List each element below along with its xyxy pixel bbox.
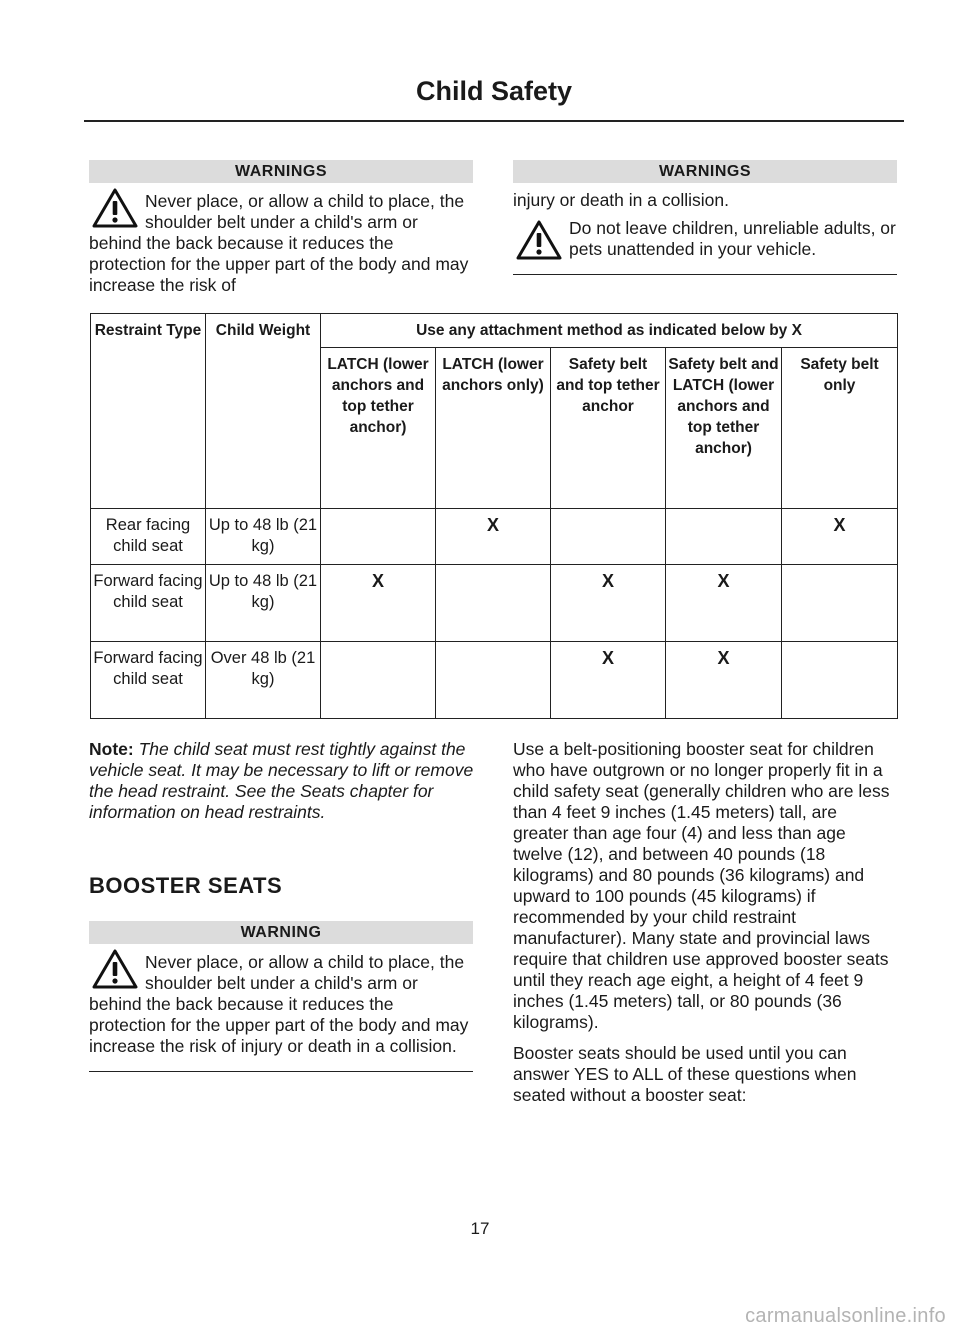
warning-title: WARNING <box>89 921 473 944</box>
warnings-title: WARNINGS <box>89 160 473 183</box>
method-mark-cell <box>666 509 782 565</box>
table-row <box>91 642 898 719</box>
method-mark-cell: X <box>551 565 666 642</box>
method-mark-cell: X <box>666 642 782 719</box>
warning-triangle-icon <box>513 215 569 265</box>
warning-body <box>513 215 897 260</box>
method-mark-cell: X <box>782 509 898 565</box>
warning-divider <box>513 274 897 275</box>
warnings-box-left <box>89 160 473 296</box>
child-weight-cell: Up to 48 lb (21 kg) <box>206 565 321 642</box>
page-title: Child Safety <box>415 76 573 106</box>
note-label: Note: <box>89 739 134 759</box>
restraint-type-cell: Forward facing child seat <box>91 565 206 642</box>
child-seat-attachment-table <box>90 313 898 719</box>
table-row <box>91 565 898 642</box>
warning-text: Do not leave children, unreliable adults, or pets unattended in your vehicle. <box>569 218 896 259</box>
method-mark-cell <box>321 509 436 565</box>
warning-divider <box>89 1071 473 1072</box>
page-header <box>84 74 904 122</box>
warning-triangle-icon <box>89 944 145 994</box>
watermark: carmanualsonline.info <box>745 1305 946 1327</box>
table-row <box>91 509 898 565</box>
warnings-title: WARNINGS <box>513 160 897 183</box>
header-method: Safety belt and LATCH (lower anchors and top tether anchor) <box>666 348 782 509</box>
warning-text: Never place, or allow a child to place, the shoulder belt under a child's arm or behind the back because it reduces the protection for the upper part of the body and may increase the risk of injury or death in a collision. <box>89 952 469 1056</box>
header-method: Safety belt and top tether anchor <box>551 348 666 509</box>
note <box>89 739 475 823</box>
child-weight-cell: Over 48 lb (21 kg) <box>206 642 321 719</box>
warnings-box-right <box>513 160 897 275</box>
warning-continued-text: injury or death in a collision. <box>513 190 729 210</box>
header-attachment-method: Use any attachment method as indicated below by X <box>321 314 898 348</box>
child-weight-cell: Up to 48 lb (21 kg) <box>206 509 321 565</box>
warning-triangle-icon <box>89 183 145 233</box>
method-mark-cell: X <box>551 642 666 719</box>
body-paragraph: Use a belt-positioning booster seat for children who have outgrown or no longer properly fit in a child safety seat (generally children who are less than 4 feet 9 inches (1.45 meters) tall, are greater than age four (4) and less than age twelve (12), and between 40 pounds (18 kilograms) and 80 pounds (36 kilograms) and upward to 100 pounds (45 kilograms) if recommended by your child restraint manufacturer). Many state and provincial laws require that children use approved booster seats until they reach age eight, a height of 4 feet 9 inches (1.45 meters) tall, or 80 pounds (36 kilograms). <box>513 739 890 1032</box>
section-heading: BOOSTER SEATS <box>89 873 283 898</box>
booster-warning-box <box>89 921 473 1072</box>
method-mark-cell <box>782 642 898 719</box>
warning-text: Never place, or allow a child to place, the shoulder belt under a child's arm or behind the back because it reduces the protection for the upper part of the body and may increase the risk of <box>89 191 469 295</box>
warning-body <box>89 183 473 296</box>
restraint-type-cell: Forward facing child seat <box>91 642 206 719</box>
method-mark-cell <box>436 565 551 642</box>
method-mark-cell <box>321 642 436 719</box>
restraint-type-cell: Rear facing child seat <box>91 509 206 565</box>
header-method: Safety belt only <box>782 348 898 509</box>
method-mark-cell <box>551 509 666 565</box>
method-mark-cell: X <box>436 509 551 565</box>
page-number: 17 <box>470 1219 490 1238</box>
body-paragraph: Booster seats should be used until you can answer YES to ALL of these questions when seated without a booster seat: <box>513 1043 857 1105</box>
warning-body <box>89 944 473 1057</box>
header-method: LATCH (lower anchors and top tether anchor) <box>321 348 436 509</box>
method-mark-cell <box>436 642 551 719</box>
method-mark-cell: X <box>321 565 436 642</box>
note-text: The child seat must rest tightly against the vehicle seat. It may be necessary to lift or remove the head restraint. See the Seats chapter for information on head restraints. <box>89 739 474 822</box>
header-method: LATCH (lower anchors only) <box>436 348 551 509</box>
booster-body <box>513 739 897 1116</box>
header-restraint-type: Restraint Type <box>91 314 206 509</box>
header-child-weight: Child Weight <box>206 314 321 509</box>
method-mark-cell: X <box>666 565 782 642</box>
method-mark-cell <box>782 565 898 642</box>
